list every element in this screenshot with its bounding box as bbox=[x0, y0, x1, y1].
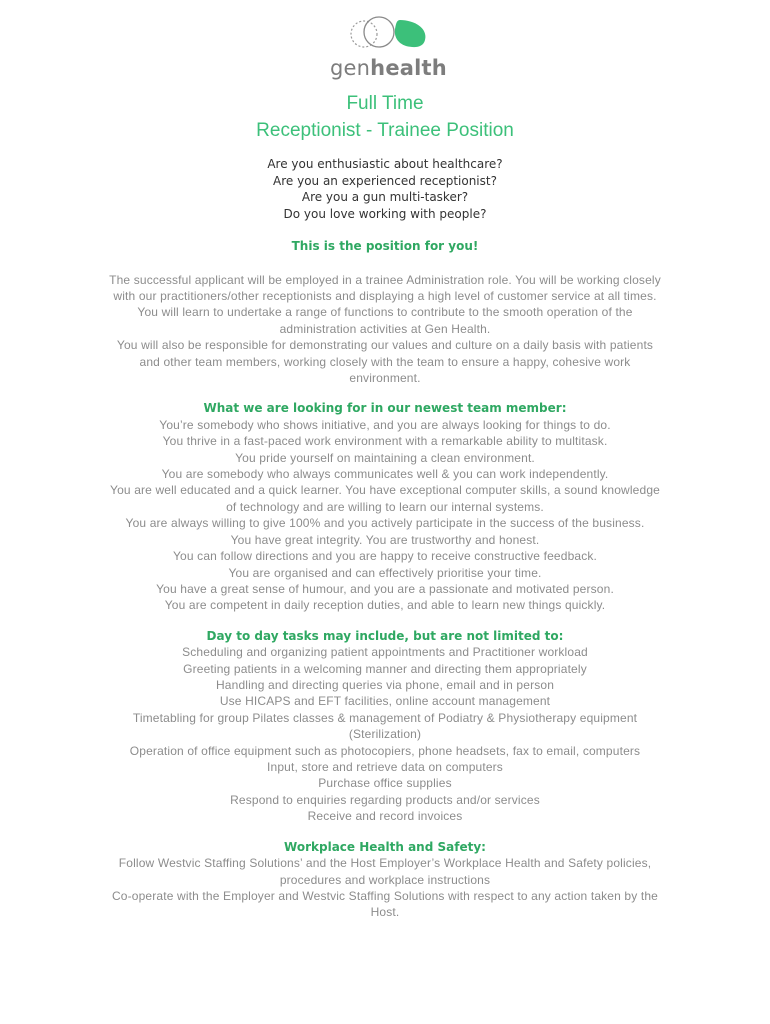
looking-for-line: You thrive in a fast-paced work environment with a remarkable ability to multitask. bbox=[162, 434, 608, 449]
task-line: Receive and record invoices bbox=[307, 809, 463, 824]
looking-for-line: You can follow directions and you are happy to receive constructive feedback. bbox=[172, 549, 598, 564]
question-line: Are you an experienced receptionist? bbox=[273, 173, 497, 188]
task-line: Timetabling for group Pilates classes & management of Podiatry & Physiotherapy equipment bbox=[132, 710, 638, 725]
task-line: Respond to enquiries regarding products and/or services bbox=[230, 792, 540, 807]
looking-for-line: You are organised and can effectively prioritise your time. bbox=[228, 565, 542, 580]
tagline: This is the position for you! bbox=[291, 239, 479, 253]
looking-for-line: You’re somebody who shows initiative, and you are always looking for things to do. bbox=[159, 417, 611, 432]
logo-wordmark bbox=[330, 56, 447, 80]
looking-for-line: You have a great sense of humour, and you are a passionate and motivated person. bbox=[156, 581, 614, 596]
logo-word-gen: gen bbox=[330, 56, 371, 80]
whs-line: procedures and workplace instructions bbox=[279, 872, 491, 887]
intro-questions bbox=[90, 156, 680, 222]
genhealth-logo bbox=[330, 12, 447, 82]
task-line: Purchase office supplies bbox=[318, 776, 452, 791]
looking-for-heading: What we are looking for in our newest team member: bbox=[203, 401, 567, 416]
looking-for-line: You pride yourself on maintaining a clean environment. bbox=[235, 450, 535, 465]
logo-word-health: health bbox=[370, 56, 447, 80]
logo-circles-icon bbox=[330, 12, 440, 60]
looking-for-line: You have great integrity. You are trustworthy and honest. bbox=[230, 532, 540, 547]
intro-line: You will learn to undertake a range of functions to contribute to the smooth operation of the bbox=[137, 305, 633, 320]
whs-line: Follow Westvic Staffing Solutions’ and the Host Employer’s Workplace Health and Safety policies, bbox=[118, 856, 652, 871]
looking-for-list bbox=[90, 417, 680, 614]
task-line: Scheduling and organizing patient appointments and Practitioner workload bbox=[182, 645, 588, 660]
task-line: Operation of office equipment such as photocopiers, phone headsets, fax to email, computers bbox=[129, 743, 641, 758]
whs-line: Host. bbox=[370, 905, 400, 920]
tasks-heading: Day to day tasks may include, but are not limited to: bbox=[206, 628, 564, 643]
looking-for-line: You are competent in daily reception duties, and able to learn new things quickly. bbox=[164, 598, 606, 613]
task-line: Use HICAPS and EFT facilities, online account management bbox=[219, 694, 551, 709]
task-line: Input, store and retrieve data on computers bbox=[267, 760, 503, 775]
looking-for-line: of technology and are willing to learn our internal systems. bbox=[226, 499, 544, 514]
question-line: Do you love working with people? bbox=[283, 206, 487, 221]
intro-line: and other team members, working closely with the team to ensure a happy, cohesive work bbox=[139, 354, 631, 369]
whs-list bbox=[90, 855, 680, 921]
tasks-list bbox=[90, 644, 680, 824]
task-line: (Sterilization) bbox=[348, 727, 422, 742]
position-title: Receptionist - Trainee Position bbox=[256, 120, 514, 141]
intro-line: environment. bbox=[349, 370, 421, 385]
looking-for-line: You are well educated and a quick learner. You have exceptional computer skills, a sound knowledge bbox=[110, 483, 660, 498]
whs-line: Co-operate with the Employer and Westvic Staffing Solutions with respect to any action taken by the bbox=[111, 889, 659, 903]
intro-line: The successful applicant will be employed in a trainee Administration role. You will be working closely bbox=[109, 272, 661, 287]
question-line: Are you enthusiastic about healthcare? bbox=[267, 157, 503, 171]
question-line: Are you a gun multi-tasker? bbox=[301, 190, 469, 204]
task-line: Greeting patients in a welcoming manner and directing them appropriately bbox=[183, 661, 587, 676]
intro-line: You will also be responsible for demonstrating our values and culture on a daily basis with patients bbox=[116, 338, 654, 353]
intro-line: administration activities at Gen Health. bbox=[279, 321, 491, 336]
looking-for-line: You are always willing to give 100% and you actively participate in the success of the business. bbox=[125, 516, 645, 531]
looking-for-line: You are somebody who always communicates well & you can work independently. bbox=[161, 467, 609, 482]
intro-paragraph bbox=[90, 272, 680, 387]
intro-line: with our practitioners/other receptionists and displaying a high level of customer service at all times. bbox=[113, 288, 657, 303]
employment-type-title: Full Time bbox=[346, 93, 424, 114]
whs-heading: Workplace Health and Safety: bbox=[284, 839, 486, 854]
job-posting-content bbox=[90, 88, 680, 921]
task-line: Handling and directing queries via phone, email and in person bbox=[215, 678, 555, 693]
